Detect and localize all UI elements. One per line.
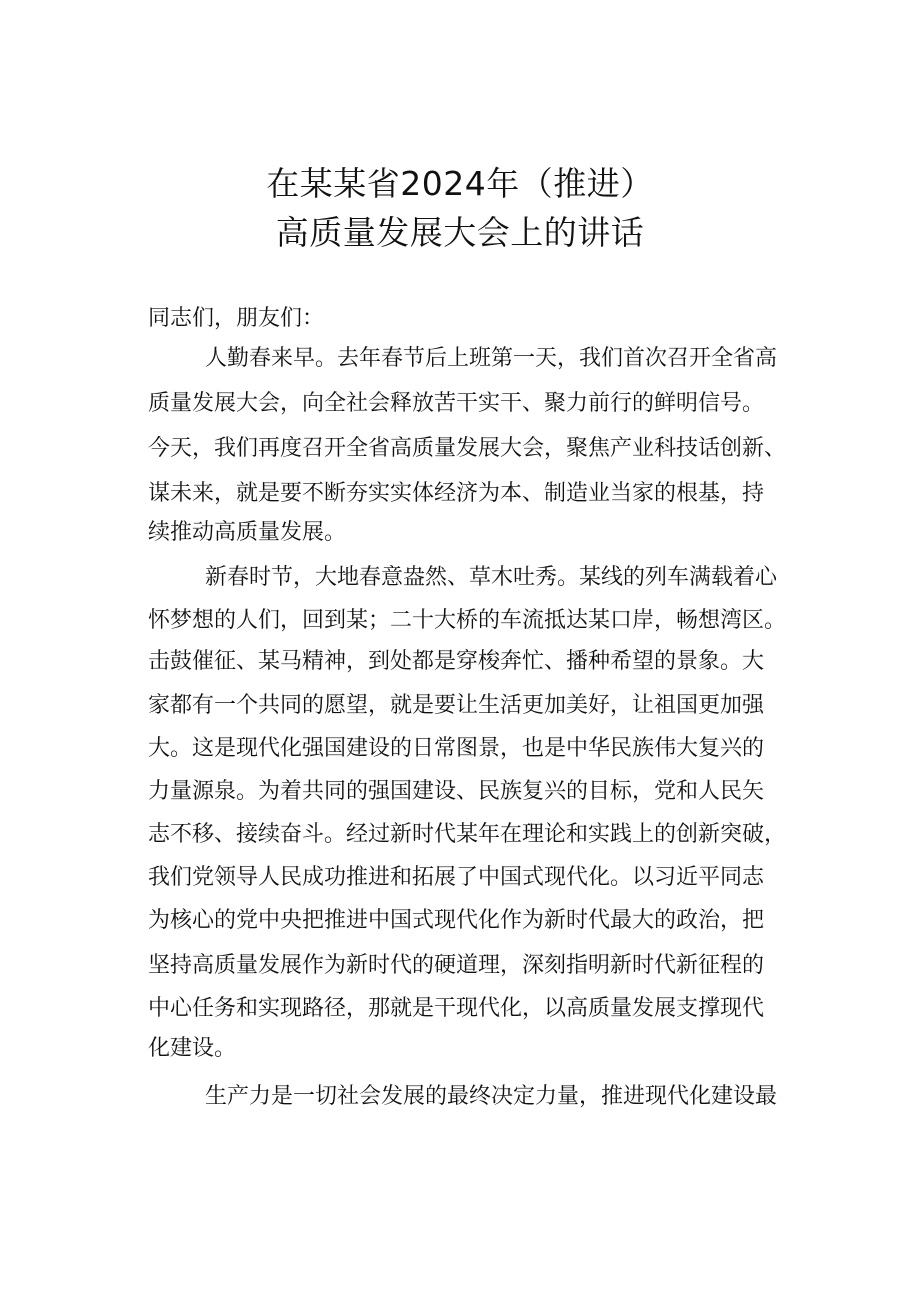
salutation: 同志们，朋友们： xyxy=(148,306,325,331)
paragraph-1-line-2: 质量发展大会，向全社会释放苦干实干、聚力前行的鲜明信号。 xyxy=(148,391,765,416)
paragraph-2-line-9: 为核心的党中央把推进中国式现代化作为新时代最大的政治，把 xyxy=(148,908,765,933)
paragraph-2-line-2: 怀梦想的人们，回到某；二十大桥的车流抵达某口岸，畅想湾区。 xyxy=(148,608,787,633)
paragraph-2-line-3: 击鼓催征、某马精神，到处都是穿梭奔忙、播种希望的景象。大 xyxy=(148,649,765,674)
paragraph-1-line-1: 人勤春来早。去年春节后上班第一天，我们首次召开全省高 xyxy=(205,346,778,371)
paragraph-2-line-4: 家都有一个共同的愿望，就是要让生活更加美好，让祖国更加强 xyxy=(148,693,765,718)
paragraph-2-line-6: 力量源泉。为着共同的强国建设、民族复兴的目标，党和人民矢 xyxy=(148,779,765,804)
paragraph-2-line-12: 化建设。 xyxy=(148,1036,237,1061)
paragraph-3-line-1: 生产力是一切社会发展的最终决定力量，推进现代化建设最 xyxy=(205,1084,778,1109)
paragraph-1-line-5: 续推动高质量发展。 xyxy=(148,520,347,545)
paragraph-2-line-10: 坚持高质量发展作为新时代的硬道理，深刻指明新时代新征程的 xyxy=(148,953,765,978)
paragraph-2-line-1: 新春时节，大地春意盎然、草木吐秀。某线的列车满载着心 xyxy=(205,565,778,590)
paragraph-2-line-11: 中心任务和实现路径，那就是干现代化，以高质量发展支撑现代 xyxy=(148,996,765,1021)
document-title-line-1: 在某某省2024年（推进） xyxy=(266,164,654,203)
paragraph-2-line-5: 大。这是现代化强国建设的日常图景，也是中华民族伟大复兴的 xyxy=(148,736,765,761)
paragraph-2-line-7: 志不移、接续奋斗。经过新时代某年在理论和实践上的创新突破， xyxy=(148,822,787,847)
paragraph-2-line-8: 我们党领导人民成功推进和拓展了中国式现代化。以习近平同志 xyxy=(148,865,765,890)
paragraph-1-line-4: 谋未来，就是要不断夯实实体经济为本、制造业当家的根基，持 xyxy=(148,481,765,506)
document-title-line-2: 高质量发展大会上的讲话 xyxy=(275,213,645,252)
paragraph-1-line-3: 今天，我们再度召开全省高质量发展大会，聚焦产业科技话创新、 xyxy=(148,436,787,461)
